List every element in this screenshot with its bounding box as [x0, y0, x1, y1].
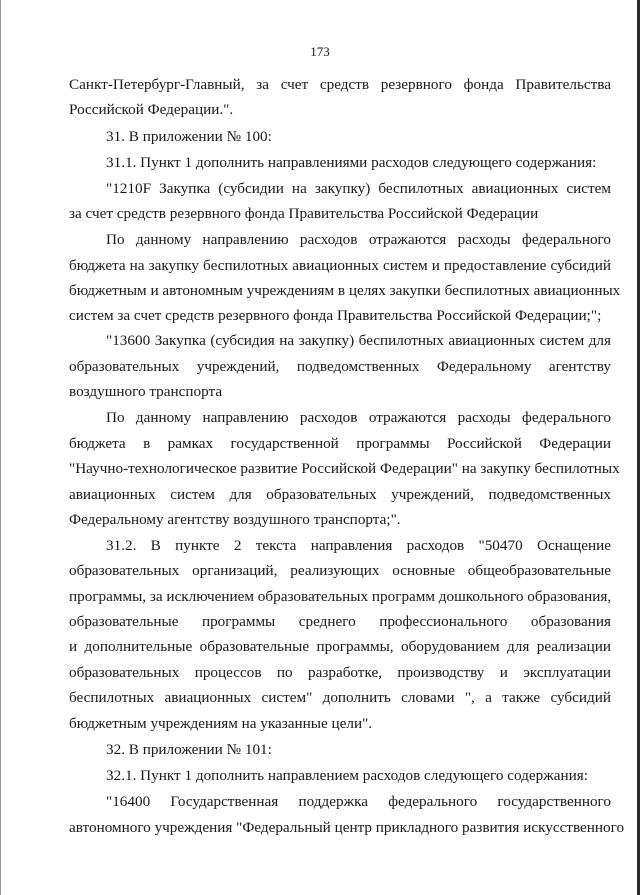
text-line: "1210F Закупка (субсидии на закупку) беспилотных авиационных систем — [106, 180, 611, 197]
list-item-32-1: 32.1. Пункт 1 дополнить направлением расходов следующего содержания: — [106, 767, 588, 784]
text-line: за счет средств резервного фонда Правительства Российской Федерации — [69, 205, 539, 222]
text-line: образовательных учреждений, подведомственных Федеральному агентству — [69, 358, 611, 375]
text-line: "Научно-технологическое развитие Российской Федерации" на закупку беспилотных — [69, 460, 620, 477]
text-line: автономного учреждения "Федеральный центр прикладного развития искусственного — [69, 819, 625, 836]
text-line: и дополнительные образовательные программы, оборудованием для реализации — [69, 638, 611, 655]
text-line: По данному направлению расходов отражаются расходы федерального — [106, 231, 611, 248]
list-item-31: 31. В приложении № 100: — [106, 128, 272, 145]
text-line: бюджета на закупку беспилотных авиационных систем и предоставление субсидий — [69, 257, 611, 274]
scan-edge-left — [0, 0, 1, 895]
text-line: беспилотных авиационных систем" дополнить словами ", а также субсидий — [69, 689, 611, 706]
text-line: бюджетным учреждениям на указанные цели". — [69, 715, 373, 732]
list-item-31-2: 31.2. В пункте 2 текста направления расходов "50470 Оснащение — [106, 537, 611, 554]
text-line: образовательные программы среднего профессионального образования — [69, 613, 611, 630]
text-line: программы, за исключением образовательных программ дошкольного образования, — [69, 588, 612, 605]
text-line: образовательных организаций, реализующих основные общеобразовательные — [69, 562, 611, 579]
page-number: 173 — [310, 44, 330, 59]
text-line: систем за счет средств резервного фонда Правительства Российской Федерации;"; — [69, 307, 602, 324]
text-line: "13600 Закупка (субсидия на закупку) беспилотных авиационных систем для — [106, 332, 611, 349]
text-line: бюджетным и автономным учреждениям в целях закупки беспилотных авиационных — [69, 282, 621, 299]
list-item-31-1: 31.1. Пункт 1 дополнить направлениями расходов следующего содержания: — [106, 154, 597, 171]
text-line: Российской Федерации.". — [69, 101, 234, 118]
text-line: "16400 Государственная поддержка федерального государственного — [106, 793, 611, 810]
list-item-32: 32. В приложении № 101: — [106, 741, 272, 758]
text-line: авиационных систем для образовательных учреждений, подведомственных — [69, 486, 611, 503]
text-line: Санкт-Петербург-Главный, за счет средств резервного фонда Правительства — [69, 76, 611, 93]
text-line: образовательных процессов по разработке, производству и эксплуатации — [69, 664, 611, 681]
text-line: воздушного транспорта — [69, 383, 223, 400]
text-line: По данному направлению расходов отражаются расходы федерального — [106, 409, 611, 426]
text-line: бюджета в рамках государственной программы Российской Федерации — [69, 435, 611, 452]
text-line: Федеральному агентству воздушного транспорта;". — [69, 511, 401, 528]
